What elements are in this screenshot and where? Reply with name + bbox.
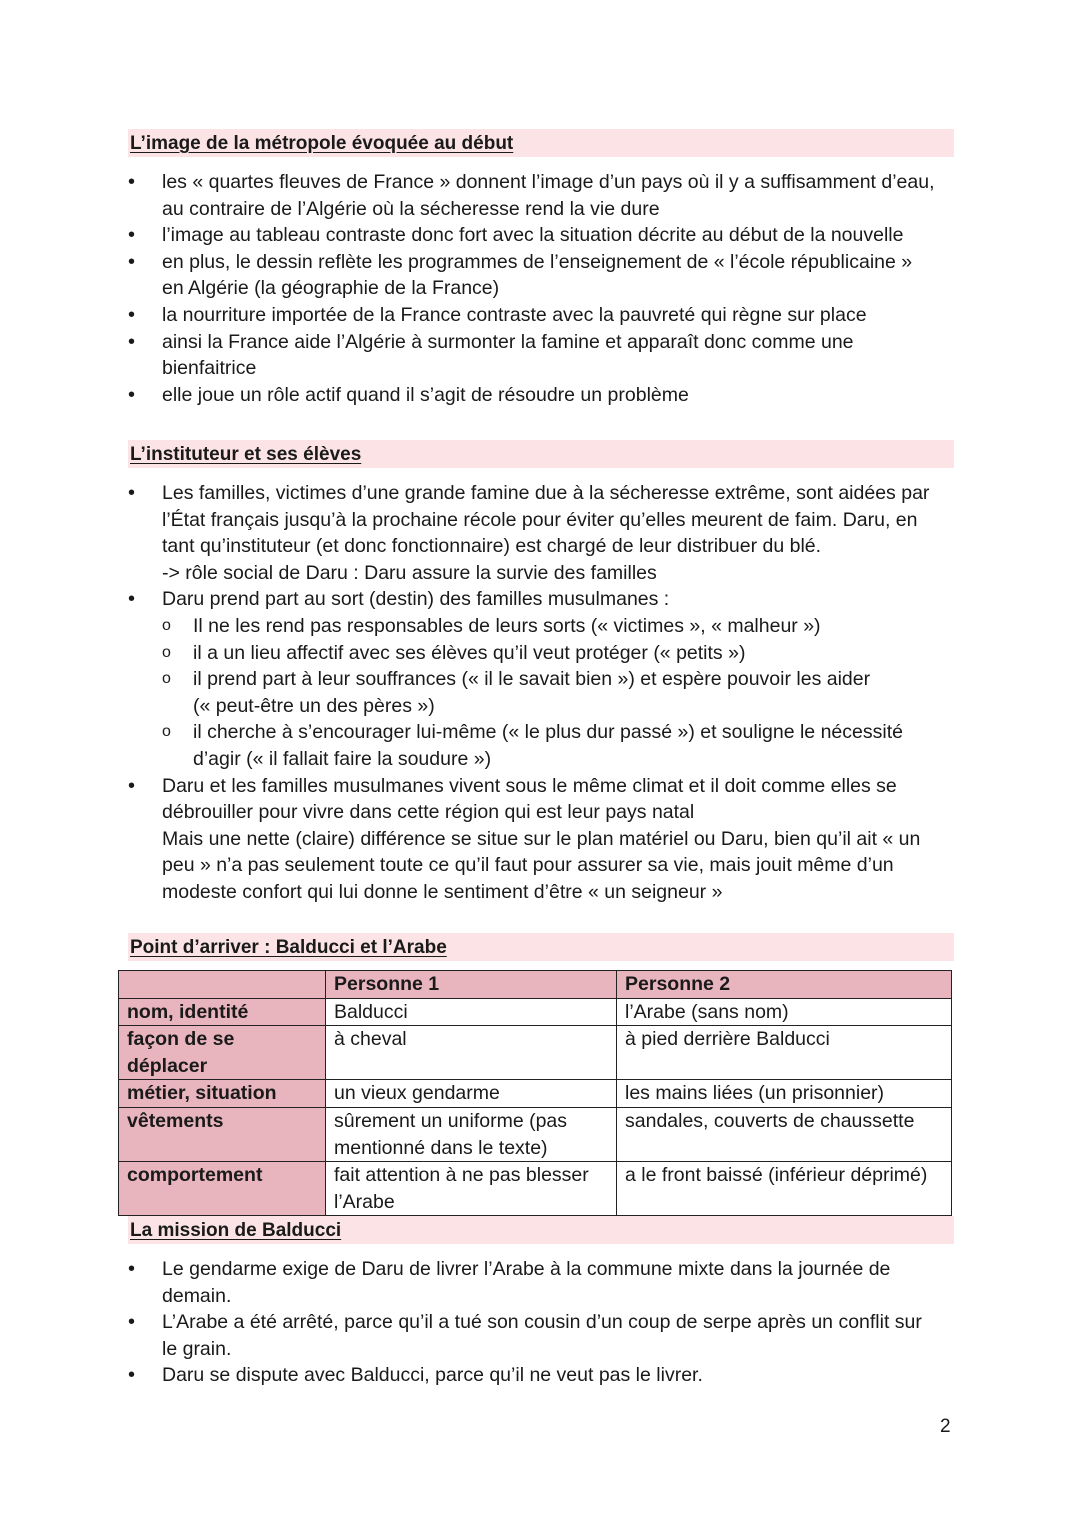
comparison-table bbox=[118, 970, 952, 1216]
page-number: 2 bbox=[940, 1416, 951, 1437]
list-item: • Daru prend part au sort (destin) des familles musulmanes : o Il ne les rend pas responsables de leurs sorts (« victimes », « malheur ») o il a un lieu affectif avec ses élèves qu’il veut protéger (« petits ») o il prend part à leur souffrances (« il le savait bien ») et espère pouvoir les aider (« peut-être un des pères ») o il cherche à s’encourager lui-même (« le plus dur passé ») et souligne le nécessité d’agir (« il fallait faire la soudure ») bbox=[128, 586, 954, 772]
table-row bbox=[119, 1107, 952, 1161]
table-row bbox=[119, 998, 952, 1026]
table-cell: l’Arabe (sans nom) bbox=[617, 998, 952, 1026]
list-item: • la nourriture importée de la France contraste avec la pauvreté qui règne sur place bbox=[128, 302, 954, 329]
table-corner-cell bbox=[119, 971, 326, 999]
table-cell: un vieux gendarme bbox=[326, 1080, 617, 1108]
table-row bbox=[119, 1026, 952, 1080]
column-header: Personne 1 bbox=[326, 971, 617, 999]
bullet-list bbox=[128, 169, 954, 408]
row-label: vêtements bbox=[119, 1107, 326, 1161]
section-balducci-arabe bbox=[128, 933, 954, 973]
list-item: • Les familles, victimes d’une grande famine due à la sécheresse extrême, sont aidées par l’État français jusqu’à la prochaine récole pour éviter qu’elles meurent de faim. Daru, en tant qu’instituteur (et donc fonctionnaire) est chargé de leur distribuer du blé. -> rôle social de Daru : Daru assure la survie des familles bbox=[128, 480, 954, 586]
row-label: métier, situation bbox=[119, 1080, 326, 1108]
table-cell: fait attention à ne pas blesser l’Arabe bbox=[326, 1162, 617, 1216]
section-heading: L’image de la métropole évoquée au début bbox=[128, 129, 954, 157]
table-cell: a le front baissé (inférieur déprimé) bbox=[617, 1162, 952, 1216]
list-item: • Le gendarme exige de Daru de livrer l’Arabe à la commune mixte dans la journée de demain. bbox=[128, 1256, 954, 1309]
section-metropole bbox=[128, 129, 954, 408]
list-item: • ainsi la France aide l’Algérie à surmonter la famine et apparaît donc comme une bienfaitrice bbox=[128, 329, 954, 382]
table-cell: les mains liées (un prisonnier) bbox=[617, 1080, 952, 1108]
section-heading: L’instituteur et ses élèves bbox=[128, 440, 954, 468]
sub-list-item: o il cherche à s’encourager lui-même (« le plus dur passé ») et souligne le nécessité d’agir (« il fallait faire la soudure ») bbox=[162, 719, 954, 772]
section-mission bbox=[128, 1216, 954, 1389]
list-item: • l’image au tableau contraste donc fort avec la situation décrite au début de la nouvelle bbox=[128, 222, 954, 249]
table-row bbox=[119, 1080, 952, 1108]
list-item: • les « quartes fleuves de France » donnent l’image d’un pays où il y a suffisamment d’eau, au contraire de l’Algérie où la sécheresse rend la vie dure bbox=[128, 169, 954, 222]
sub-list-item: o Il ne les rend pas responsables de leurs sorts (« victimes », « malheur ») bbox=[162, 613, 954, 640]
row-label: comportement bbox=[119, 1162, 326, 1216]
sub-list-item: o il a un lieu affectif avec ses élèves qu’il veut protéger (« petits ») bbox=[162, 640, 954, 667]
table-cell: sûrement un uniforme (pas mentionné dans le texte) bbox=[326, 1107, 617, 1161]
row-label: nom, identité bbox=[119, 998, 326, 1026]
list-item: • elle joue un rôle actif quand il s’agit de résoudre un problème bbox=[128, 382, 954, 409]
list-item: • Daru et les familles musulmanes vivent sous le même climat et il doit comme elles se débrouiller pour vivre dans cette région qui est leur pays natal Mais une nette (claire) différence se situe sur le plan matériel ou Daru, bien qu’il ait « un peu » n’a pas seulement toute ce qu’il faut pour assurer sa vie, mais jouit même d’un modeste confort qui lui donne le sentiment d’être « un seigneur » bbox=[128, 773, 954, 906]
table-cell: Balducci bbox=[326, 998, 617, 1026]
sub-list-item: o il prend part à leur souffrances (« il le savait bien ») et espère pouvoir les aider (« peut-être un des pères ») bbox=[162, 666, 954, 719]
section-instituteur bbox=[128, 440, 954, 906]
sub-list bbox=[162, 613, 954, 773]
table-header-row bbox=[119, 971, 952, 999]
table-cell: à pied derrière Balducci bbox=[617, 1026, 952, 1080]
column-header: Personne 2 bbox=[617, 971, 952, 999]
table-cell: à cheval bbox=[326, 1026, 617, 1080]
table-row bbox=[119, 1162, 952, 1216]
bullet-list bbox=[128, 1256, 954, 1389]
list-item: • en plus, le dessin reflète les programmes de l’enseignement de « l’école républicaine » en Algérie (la géographie de la France) bbox=[128, 249, 954, 302]
list-item: • L’Arabe a été arrêté, parce qu’il a tué son cousin d’un coup de serpe après un conflit sur le grain. bbox=[128, 1309, 954, 1362]
table-cell: sandales, couverts de chaussette bbox=[617, 1107, 952, 1161]
list-item: • Daru se dispute avec Balducci, parce qu’il ne veut pas le livrer. bbox=[128, 1362, 954, 1389]
bullet-list bbox=[128, 480, 954, 906]
section-heading: Point d’arriver : Balducci et l’Arabe bbox=[128, 933, 954, 961]
section-heading: La mission de Balducci bbox=[128, 1216, 954, 1244]
row-label: façon de se déplacer bbox=[119, 1026, 326, 1080]
